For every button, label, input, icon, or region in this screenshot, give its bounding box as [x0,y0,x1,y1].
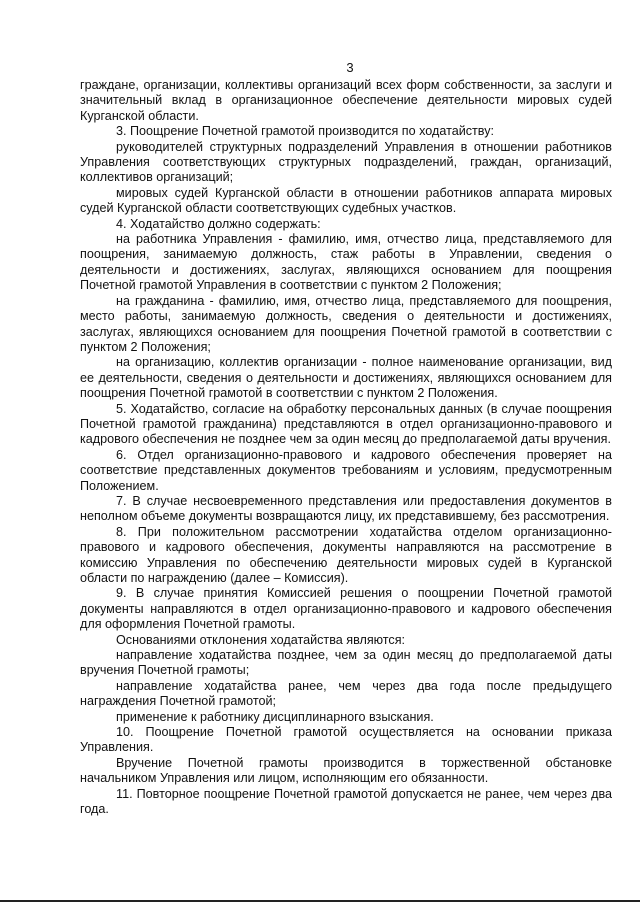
paragraph-continuation: граждане, организации, коллективы организаций всех форм собственности, за заслуги и значительный вклад в организационное обеспечение деятельности мировых судей Курганской области. [80,78,612,123]
paragraph-item-4: 4. Ходатайство должно содержать: [116,216,321,231]
paragraph-petition-judges: мировых судей Курганской области в отношении работников аппарата мировых судей Курганской области соответствующих судебных участков. [80,185,612,216]
paragraph-ground-disciplinary: применение к работнику дисциплинарного взыскания. [116,709,434,724]
scan-bottom-edge [0,900,640,902]
paragraph-item-5: 5. Ходатайство, согласие на обработку персональных данных (в случае поощрения Почетной грамотой гражданина) представляются в отдел организационно-правового и кадрового обеспечения не позднее чем за один месяц до предполагаемой даты вручения. [80,401,612,447]
paragraph-ground-early: направление ходатайства ранее, чем через два года после предыдущего награждения Почетной грамотой; [80,678,612,709]
paragraph-citizen-content: на гражданина - фамилию, имя, отчество лица, представляемого для поощрения, место работы, занимаемую должность, сведения о деятельности и достижениях, заслугах, являющихся основанием для поощрения Почетной грамотой в соответствии с пунктом 2 Положения; [80,293,612,354]
page-number: 3 [346,60,354,75]
paragraph-item-11: 11. Повторное поощрение Почетной грамотой допускается не ранее, чем через два года. [80,786,612,817]
paragraph-presentation: Вручение Почетной грамоты производится в торжественной обстановке начальником Управления или лицом, исполняющим его обязанности. [80,755,612,786]
paragraph-employee-content: на работника Управления - фамилию, имя, отчество лица, представляемого для поощрения, занимаемую должность, стаж работы в Управлении, сведения о деятельности и достижениях, заслугах, являющихся основанием для поощрения Почетной грамотой Управления в соответствии с пунктом 2 Положения; [80,232,612,293]
paragraph-petition-heads: руководителей структурных подразделений Управления в отношении работников Управления соответствующих структурных подразделений, граждан, организаций, коллективов организаций; [80,139,612,185]
paragraph-item-7: 7. В случае несвоевременного представления или предоставления документов в неполном объеме документы возвращаются лицу, их представившему, без рассмотрения. [80,493,612,524]
document-body [80,78,612,818]
paragraph-rejection-grounds: Основаниями отклонения ходатайства являются: [116,632,406,647]
paragraph-item-9: 9. В случае принятия Комиссией решения о поощрении Почетной грамотой документы направляются в отдел организационно-правового и кадрового обеспечения для оформления Почетной грамоты. [80,586,612,632]
paragraph-organization-content: на организацию, коллектив организации - полное наименование организации, вид ее деятельности, сведения о деятельности и достижениях, являющихся основанием для поощрения Почетной грамотой в соответствии с пунктом 2 Положения. [80,355,612,401]
paragraph-item-6: 6. Отдел организационно-правового и кадрового обеспечения проверяет на соответствие представленных документов требованиям и условиям, предусмотренным Положением. [80,447,612,493]
paragraph-item-10: 10. Поощрение Почетной грамотой осуществляется на основании приказа Управления. [80,725,612,755]
paragraph-item-3: 3. Поощрение Почетной грамотой производится по ходатайству: [116,124,495,139]
paragraph-item-8: 8. При положительном рассмотрении ходатайства отделом организационно-правового и кадрового обеспечения, документы направляются на рассмотрение в комиссию Управления по обеспечению деятельности мировых судей в Курганской области по награждению (далее – Комиссия). [80,524,612,585]
paragraph-ground-late: направление ходатайства позднее, чем за один месяц до предполагаемой даты вручения Почетной грамоты; [80,648,612,678]
